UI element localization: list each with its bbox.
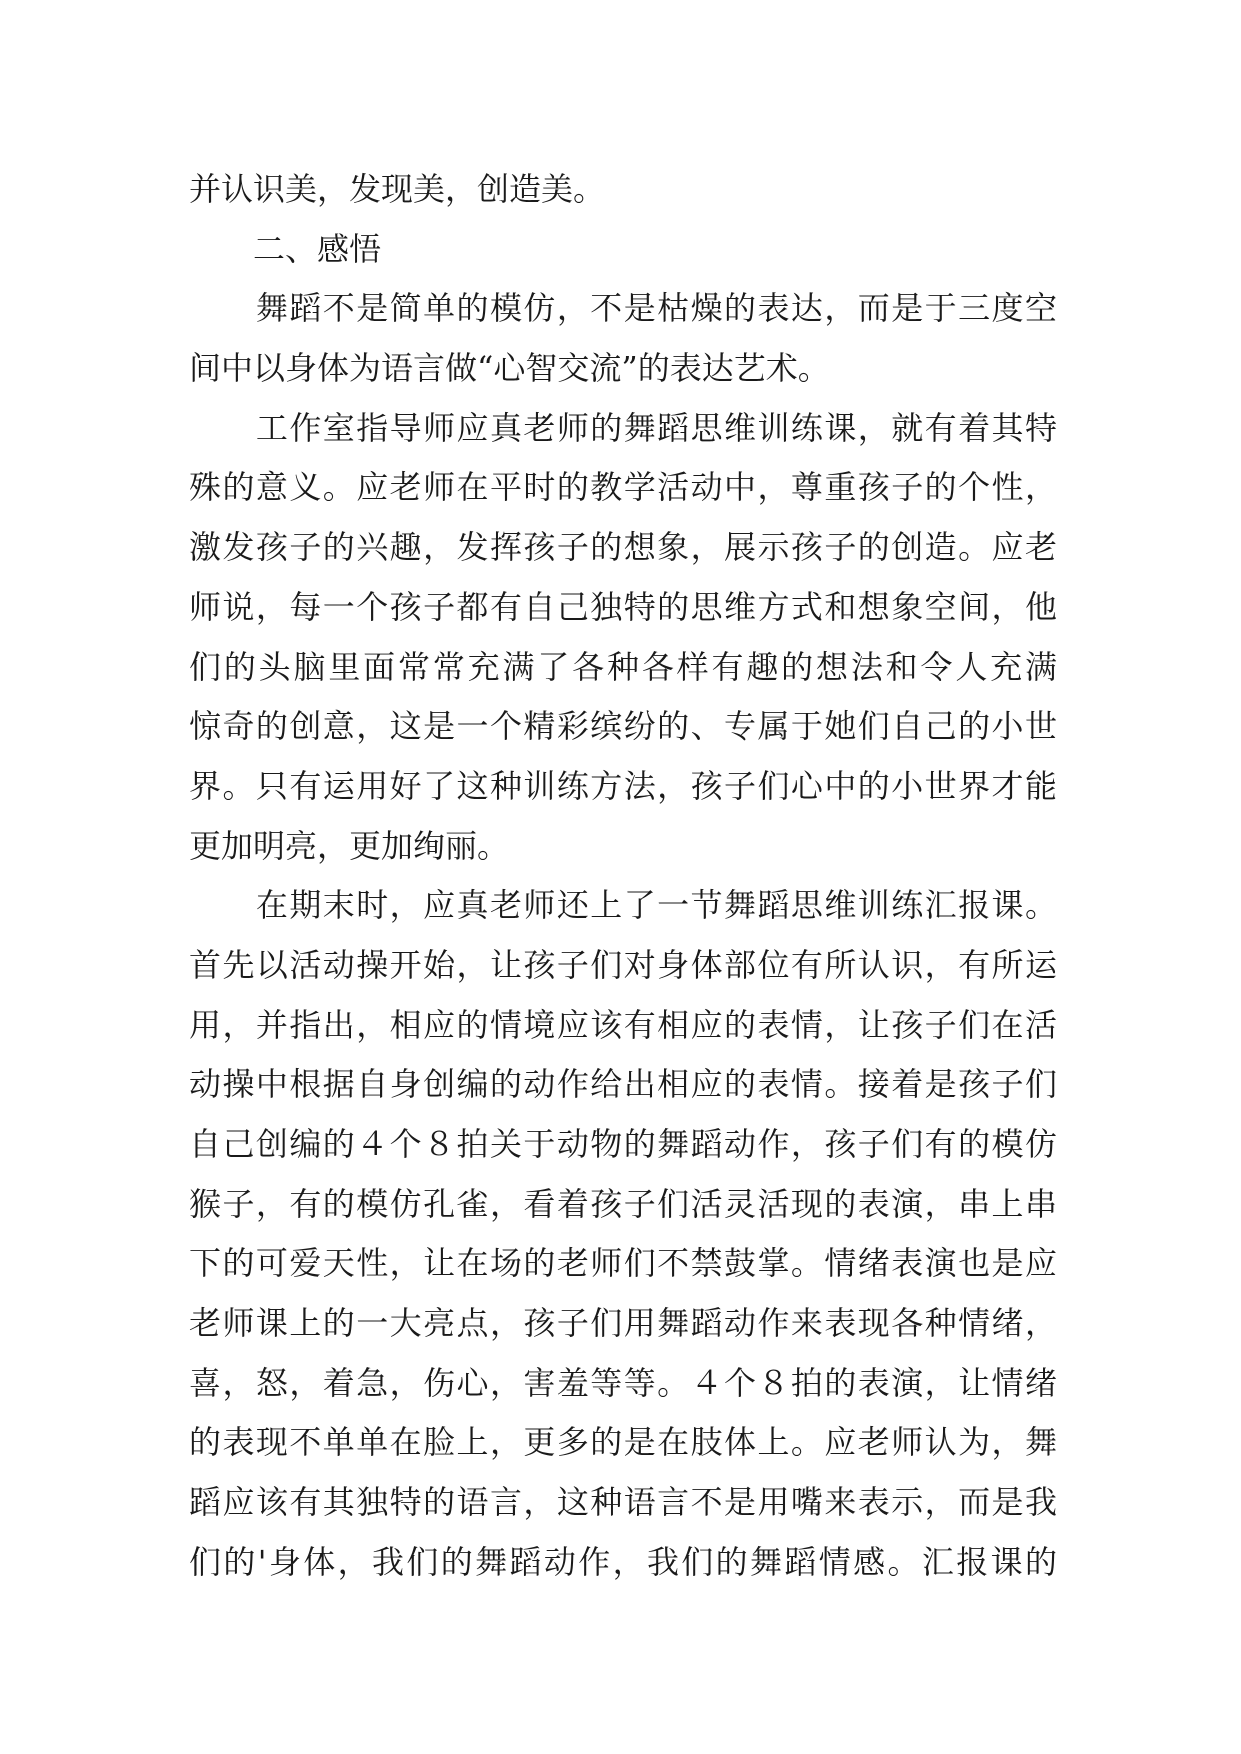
text-line: 并认识美，发现美，创造美。: [189, 170, 606, 208]
document-body: [189, 160, 1057, 1593]
text-line: 界。只有运用好了这种训练方法，孩子们心中的小世界才能: [189, 766, 1057, 805]
text-line: 惊奇的创意，这是一个精彩缤纷的、专属于她们自己的小世: [189, 707, 1057, 746]
text-line: 们的'身体，我们的舞蹈动作，我们的舞蹈情感。汇报课的: [189, 1542, 1057, 1581]
text-line: 激发孩子的兴趣，发挥孩子的想象，展示孩子的创造。应老: [189, 528, 1057, 567]
text-line: 下的可爱天性，让在场的老师们不禁鼓掌。情绪表演也是应: [189, 1244, 1057, 1283]
text-line: 间中以身体为语言做“心智交流”的表达艺术。: [189, 349, 830, 388]
text-line: 动操中根据自身创编的动作给出相应的表情。接着是孩子们: [189, 1065, 1057, 1104]
text-line: 喜，怒，着急，伤心，害羞等等。４个８拍的表演，让情绪: [189, 1363, 1057, 1402]
text-line: 们的头脑里面常常充满了各种各样有趣的想法和令人充满: [189, 647, 1057, 686]
text-line: 工作室指导师应真老师的舞蹈思维训练课，就有着其特: [189, 408, 1057, 447]
text-line: 老师课上的一大亮点，孩子们用舞蹈动作来表现各种情绪，: [189, 1304, 1057, 1343]
text-line: 猴子，有的模仿孔雀，看着孩子们活灵活现的表演，串上串: [189, 1184, 1057, 1223]
text-line: 在期末时，应真老师还上了一节舞蹈思维训练汇报课。: [189, 886, 1057, 925]
text-line: 师说，每一个孩子都有自己独特的思维方式和想象空间，他: [189, 587, 1057, 626]
text-line: 蹈应该有其独特的语言，这种语言不是用嘴来表示，而是我: [189, 1483, 1057, 1522]
text-line: 首先以活动操开始，让孩子们对身体部位有所认识，有所运: [189, 945, 1057, 984]
text-line: 自己创编的４个８拍关于动物的舞蹈动作，孩子们有的模仿: [189, 1125, 1057, 1163]
text-line: 殊的意义。应老师在平时的教学活动中，尊重孩子的个性，: [189, 468, 1057, 507]
text-line: 用，并指出，相应的情境应该有相应的表情，让孩子们在活: [189, 1005, 1057, 1044]
section-heading: 二、感悟: [189, 229, 382, 268]
text-line: 的表现不单单在脸上，更多的是在肢体上。应老师认为，舞: [189, 1423, 1057, 1462]
text-line: 舞蹈不是简单的模仿，不是枯燥的表达，而是于三度空: [189, 289, 1057, 328]
text-line: 更加明亮，更加绚丽。: [189, 826, 510, 865]
